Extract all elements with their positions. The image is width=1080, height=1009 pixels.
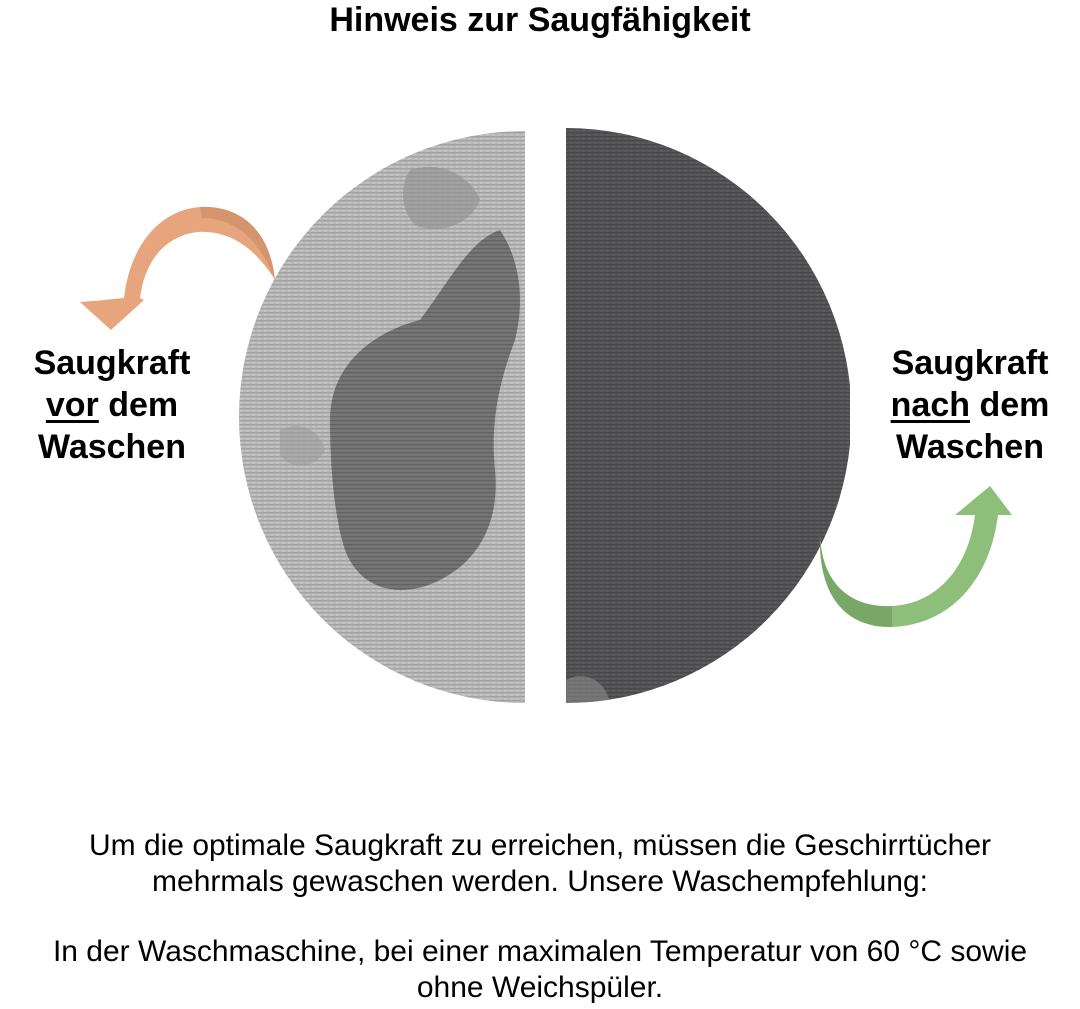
after-washing-label [850,342,1080,468]
curved-arrow-green-icon [820,486,1012,627]
after-keyword: nach [890,386,970,424]
after-label-line3: Waschen [895,428,1044,466]
note-line2: mehrmals gewaschen werden. Unsere Waschempfehlung: [152,865,928,898]
before-label-rest: dem [98,386,179,424]
note-line3: In der Waschmaschine, bei einer maximalen Temperatur von 60 °C sowie [52,935,1028,968]
absorbency-note [0,828,1080,900]
after-label-line1: Saugkraft [891,344,1049,382]
note-line1: Um die optimale Saugkraft zu erreichen, müssen die Geschirrtücher [88,829,992,862]
before-label-line1: Saugkraft [33,344,191,382]
before-label-line3: Waschen [37,428,186,466]
note-line4: ohne Weichspüler. [416,971,664,1004]
after-label-rest: dem [970,386,1050,424]
before-label-line2 [0,384,232,426]
after-label-line2 [850,384,1080,426]
before-washing-label [0,342,232,468]
fabric-before-half [230,120,530,720]
fabric-after-half [560,120,850,720]
washing-recommendation [0,934,1080,1006]
before-keyword: vor [45,386,99,424]
curved-arrow-orange-icon [80,207,275,330]
page-title: Hinweis zur Saugfähigkeit [329,1,751,39]
